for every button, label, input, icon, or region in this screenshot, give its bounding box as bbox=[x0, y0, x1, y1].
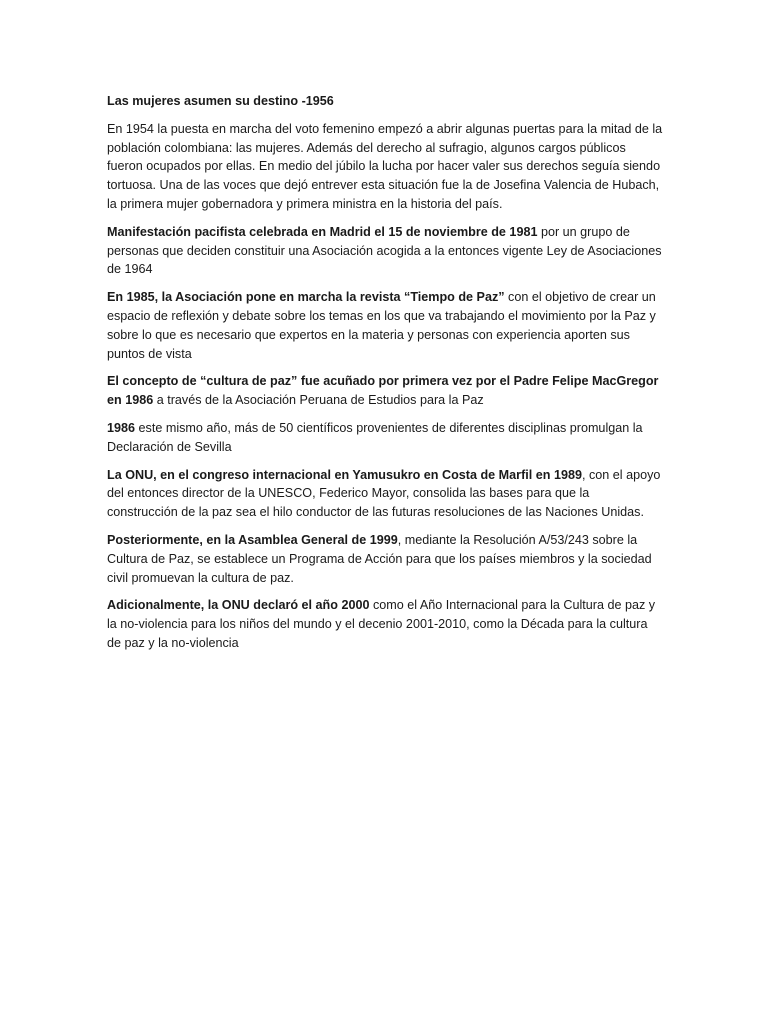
paragraph-bold: En 1985, la Asociación pone en marcha la revista “Tiempo de Paz” bbox=[107, 290, 505, 305]
paragraph bbox=[107, 531, 663, 587]
paragraph-text: por un grupo de personas que deciden constituir una Asociación acogida a la entonces vigente Ley de Asociaciones de 1964 bbox=[107, 224, 662, 277]
paragraph-bold: Posteriormente, en la Asamblea General de 1999 bbox=[107, 532, 398, 547]
paragraph-text: como el Año Internacional para la Cultura de paz y la no-violencia para los niños del mundo y el decenio 2001-2010, como la Década para la cultura de paz y la no-violencia bbox=[107, 598, 656, 650]
paragraph bbox=[107, 223, 663, 279]
paragraph-text: En 1954 la puesta en marcha del voto femenino empezó a abrir algunas puertas para la mitad de la población colombiana: las mujeres. Además del derecho al sufragio, algunos cargos públicos fueron ocupados por ellas. En medio del júbilo la lucha por hacer valer sus derechos seguía siendo tortuosa. Una de las voces que dejó entrever esta situación fue la de Josefina Valencia de Hubach, la primera mujer gobernadora y primera ministra en la historia del país. bbox=[107, 121, 663, 211]
paragraph bbox=[107, 288, 663, 363]
paragraph-bold: La ONU, en el congreso internacional en Yamusukro en Costa de Marfil en 1989 bbox=[107, 467, 582, 482]
paragraph-bold: Manifestación pacifista celebrada en Madrid el 15 de noviembre de 1981 bbox=[107, 224, 538, 239]
document-title bbox=[107, 92, 663, 111]
paragraph bbox=[107, 372, 663, 410]
paragraph-text: con el objetivo de crear un espacio de reflexión y debate sobre los temas en los que va trabajando el movimiento por la Paz y sobre lo que es necesario que expertos en la materia y personas con experiencia aporten sus puntos de vista bbox=[107, 290, 656, 361]
paragraph bbox=[107, 419, 663, 457]
paragraph-text: este mismo año, más de 50 científicos provenientes de diferentes disciplinas promulgan la Declaración de Sevilla bbox=[107, 420, 643, 454]
paragraph-bold: El concepto de “cultura de paz” fue acuñado por primera vez por el Padre Felipe MacGregor en 1986 bbox=[107, 374, 659, 408]
paragraph bbox=[107, 466, 663, 522]
paragraph-bold: 1986 bbox=[107, 420, 136, 435]
paragraph bbox=[107, 120, 663, 214]
title-text: Las mujeres asumen su destino -1956 bbox=[107, 94, 334, 108]
paragraph-bold: Adicionalmente, la ONU declaró el año 2000 bbox=[107, 598, 370, 613]
document-body bbox=[107, 92, 663, 662]
paragraph-text: a través de la Asociación Peruana de Estudios para la Paz bbox=[153, 393, 484, 408]
paragraph-text: , mediante la Resolución A/53/243 sobre la Cultura de Paz, se establece un Programa de Acción para que los países miembros y la sociedad civil promuevan la cultura de paz. bbox=[107, 532, 652, 585]
paragraph-text: , con el apoyo del entonces director de la UNESCO, Federico Mayor, consolida las bases para que la construcción de la paz sea el hilo conductor de las futuras resoluciones de las Naciones Unidas. bbox=[107, 467, 661, 520]
paragraph bbox=[107, 596, 663, 652]
